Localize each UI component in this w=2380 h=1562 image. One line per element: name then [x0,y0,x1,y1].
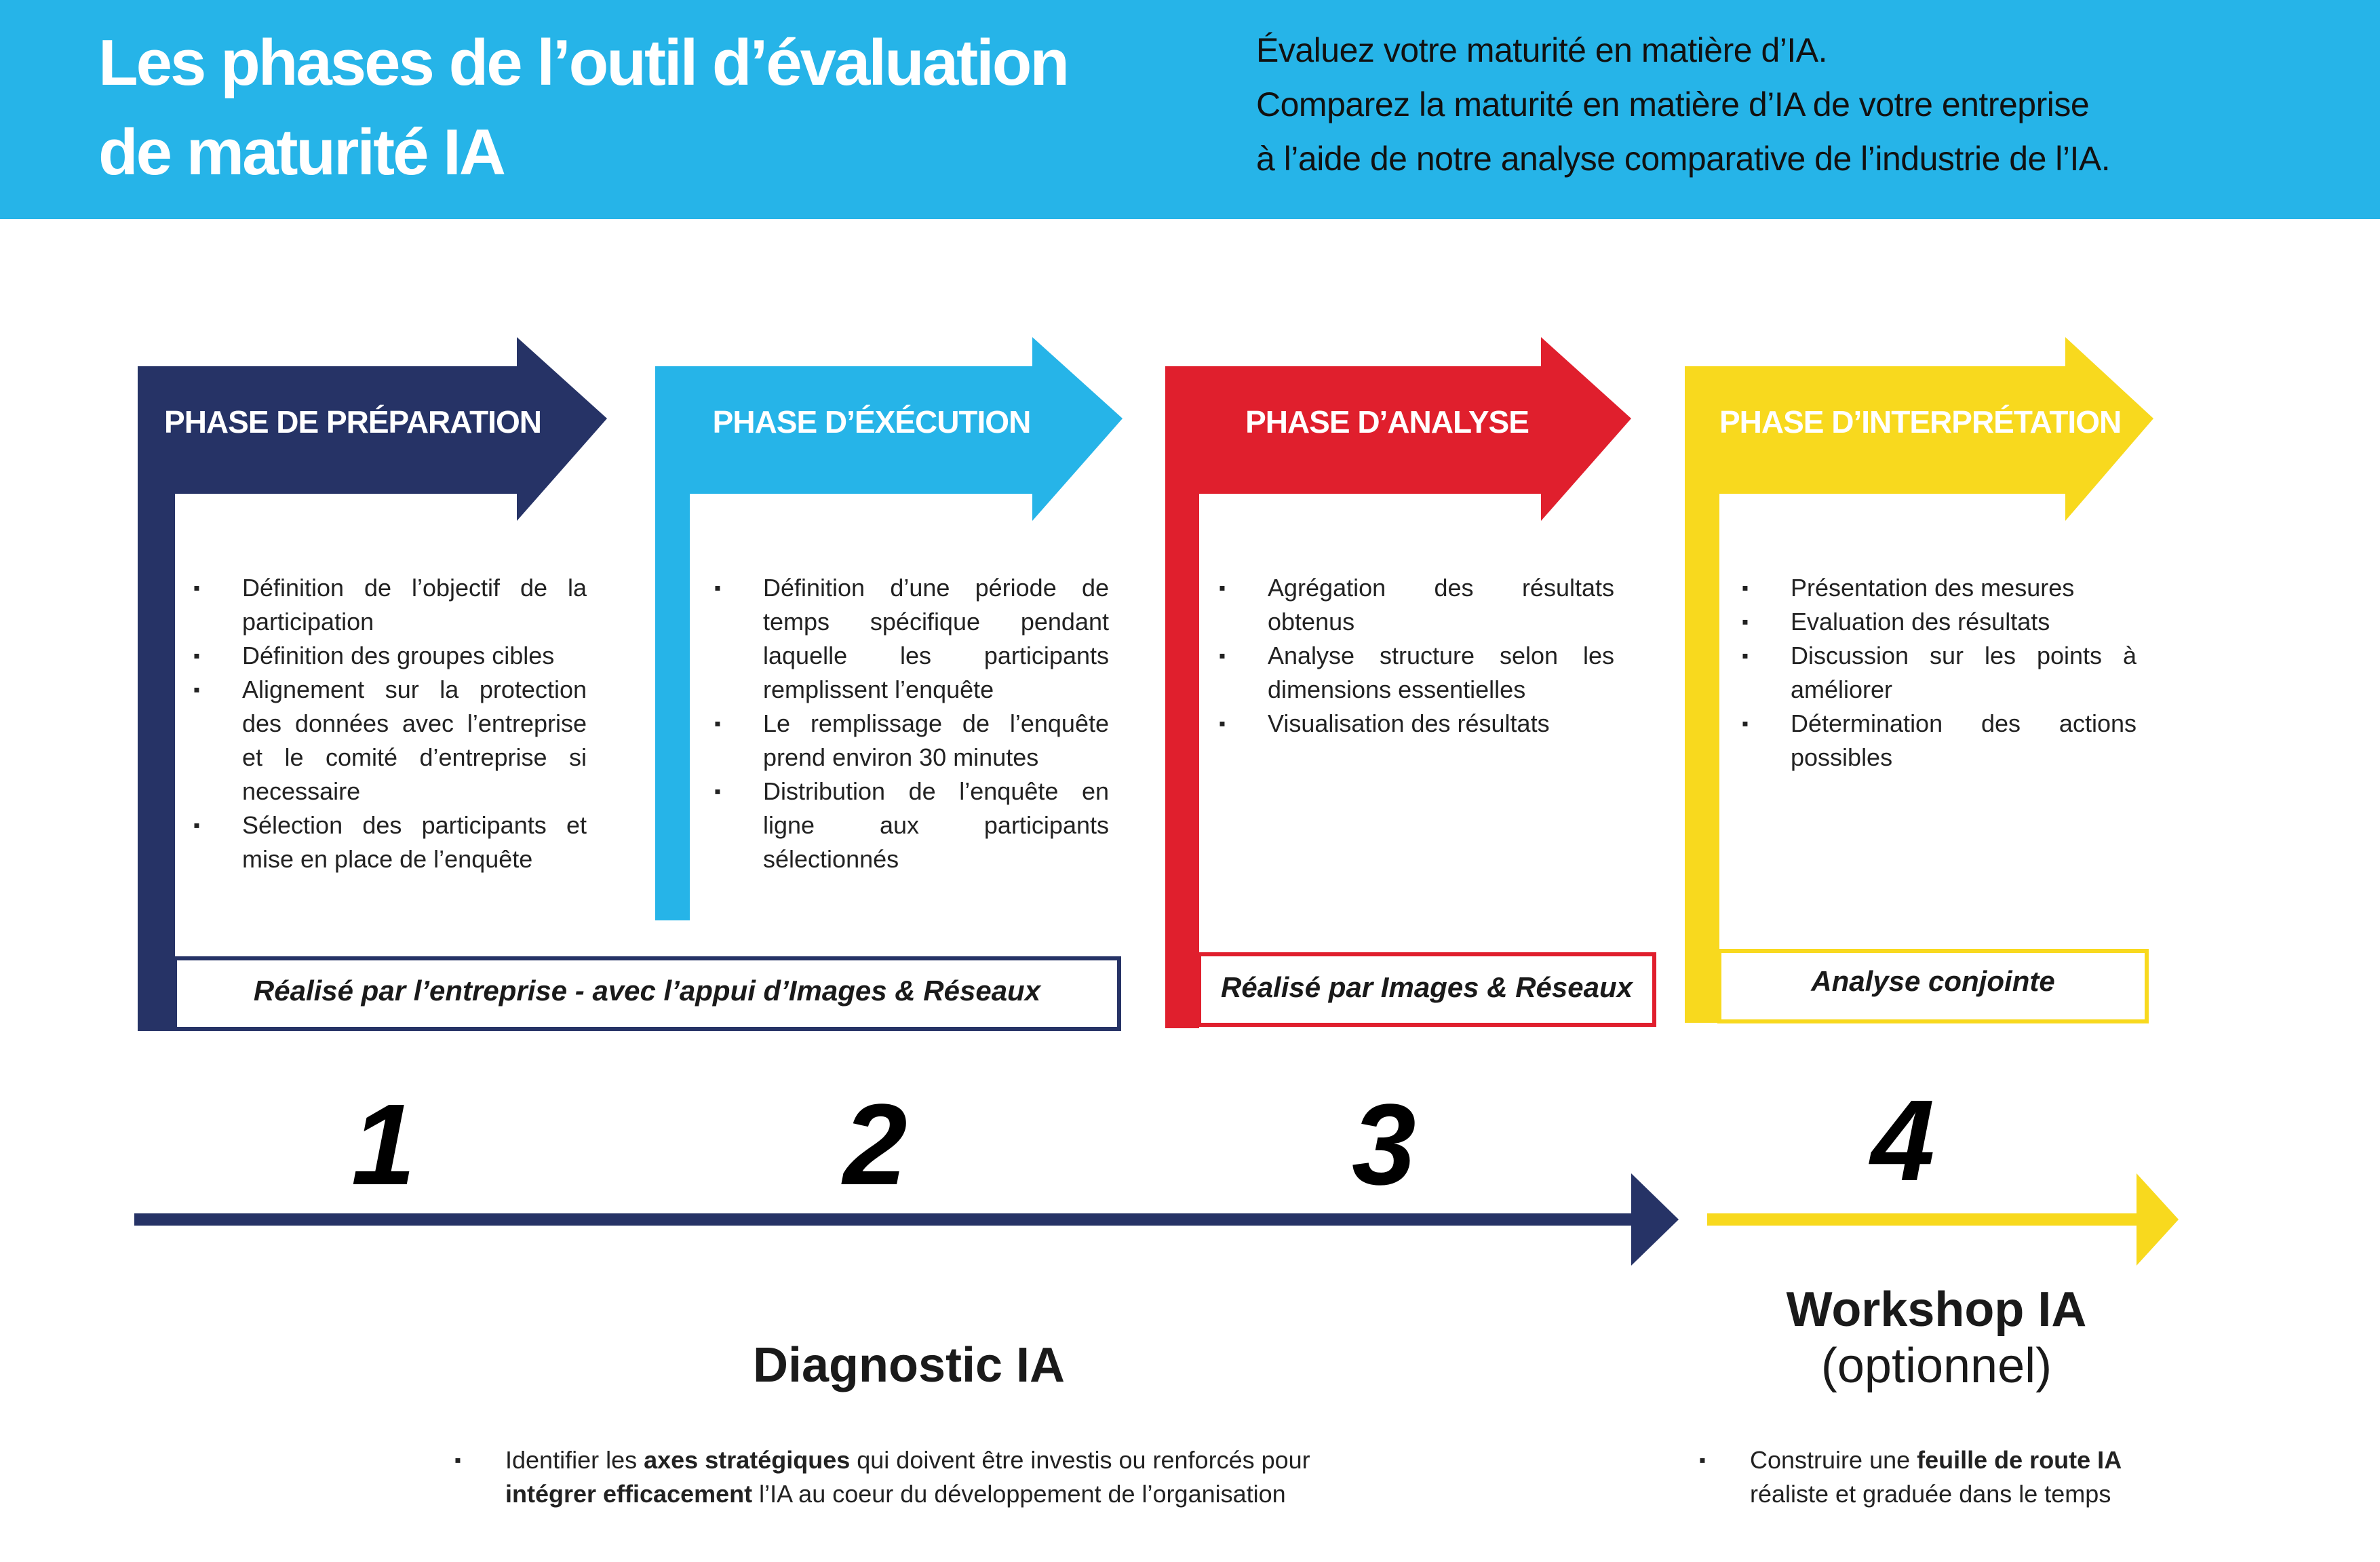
phase-2-title: PHASE D’ÉXÉCUTION [712,404,1031,440]
diagnostic-bullet-text-1: Identifier les [505,1446,644,1474]
phase-number-4: 4 [1871,1076,1935,1205]
list-item: ▪ Visualisation des résultats [1219,707,1614,741]
diagnostic-bullet-text-2: qui doivent être investis ou renforcés pour [850,1446,1310,1474]
list-item: ▪ Définition de l’objectif de la participation [193,571,587,639]
workshop-bullet-text-1: Construire une [1750,1446,1917,1474]
workshop-bullet-text-2: réaliste et graduée dans le temps [1750,1480,2111,1508]
tagline-2: Comparez la maturité en matière d’IA de votre entreprise [1256,85,2090,123]
list-item: ▪ Définition d’une période de temps spécifique pendant laquelle les participants remplissent l’enquête [714,571,1109,707]
workshop-subtitle: (optionnel) [1820,1339,2052,1393]
workshop-bullet-bold: feuille de route IA [1917,1446,2122,1474]
phase-number-1: 1 [351,1080,416,1209]
workshop-timeline-arrow [1707,1173,2179,1266]
page-title-line-1: Les phases de l’outil d’évaluation [98,26,1068,99]
diagnostic-bullet-bold-1: axes stratégiques [644,1446,851,1474]
list-item: ▪ Sélection des participants et mise en place de l’enquête [193,808,587,876]
list-item: ▪ Evaluation des résultats [1742,605,2137,639]
page-title-line-2: de maturité IA [98,116,505,189]
list-item: ▪ Alignement sur la protection des données avec l’entreprise et le comité d’entreprise si necessaire [193,673,587,808]
list-item: ▪ Détermination des actions possibles [1742,707,2137,775]
phase-2-bullets [714,571,1109,876]
list-item: ▪ Le remplissage de l’enquête prend environ 30 minutes [714,707,1109,775]
phase-1-bullets [193,571,587,876]
enterprise-label: Réalisé par l’entreprise - avec l’appui d’Images & Réseaux [253,975,1041,1007]
list-item: ▪ Présentation des mesures [1742,571,2137,605]
diagnostic-bullet-bold-2: intégrer efficacement [505,1480,753,1508]
list-item: ▪ Définition des groupes cibles [193,639,587,673]
diagnostic-bullet-text-3: l’IA au coeur du développement de l’organisation [752,1480,1286,1508]
phase-3-title: PHASE D’ANALYSE [1245,404,1529,440]
workshop-bullet [1699,1443,2265,1511]
tagline-1: Évaluez votre maturité en matière d’IA. [1256,31,1827,69]
diagnostic-bullet [454,1443,1455,1511]
list-item: ▪ Agrégation des résultats obtenus [1219,571,1614,639]
workshop-title: Workshop IA [1786,1283,2087,1337]
list-item: ▪ Analyse structure selon les dimensions essentielles [1219,639,1614,707]
list-item: ▪ Distribution de l’enquête en ligne aux participants sélectionnés [714,775,1109,876]
tagline-3: à l’aide de notre analyse comparative de l’industrie de l’IA. [1256,140,2111,178]
phase-4-bullets [1742,571,2137,775]
ir-label: Réalisé par Images & Réseaux [1221,971,1633,1003]
phase-1-title: PHASE DE PRÉPARATION [164,404,541,440]
joint-label: Analyse conjointe [1811,965,2055,997]
diagnostic-title: Diagnostic IA [752,1338,1066,1392]
phase-4-title: PHASE D’INTERPRÉTATION [1719,404,2122,440]
phase-number-2: 2 [843,1080,908,1209]
phase-3-bullets [1219,571,1614,741]
list-item: ▪ Discussion sur les points à améliorer [1742,639,2137,707]
phase-number-3: 3 [1352,1080,1416,1209]
